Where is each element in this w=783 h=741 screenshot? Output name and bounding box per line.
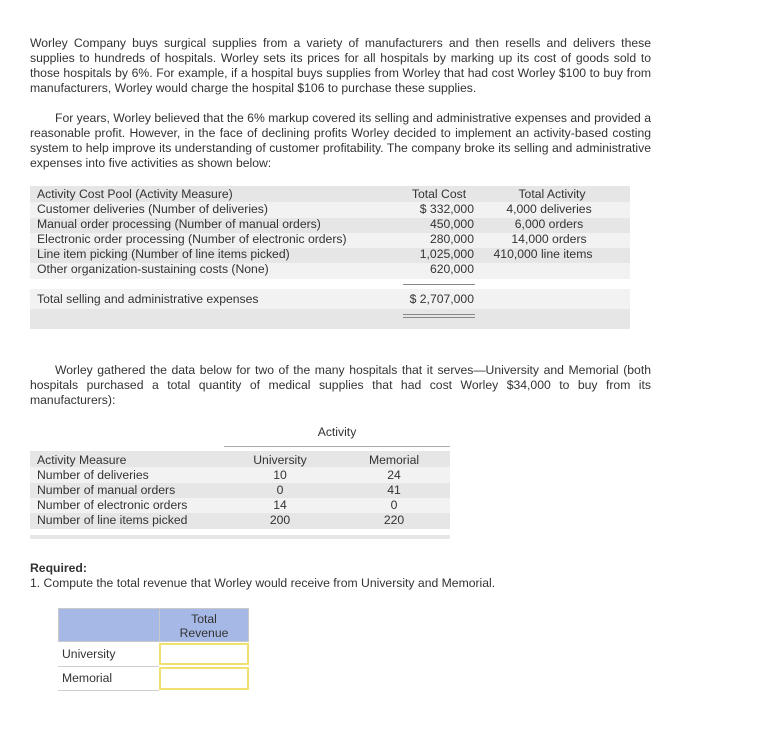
column-header-pool: Activity Cost Pool (Activity Measure) <box>37 187 233 201</box>
total-double-rule <box>403 314 475 315</box>
table-row-activity: 4,000 deliveries <box>506 202 592 216</box>
table-row-measure: Number of deliveries <box>37 468 149 482</box>
total-label: Total selling and administrative expenses <box>37 292 259 306</box>
column-header-total-activity: Total Activity <box>518 187 586 201</box>
answer-header-blank <box>58 608 160 642</box>
total-revenue-label: Total Revenue <box>179 612 229 640</box>
answer-row-label-memorial: Memorial <box>58 667 159 691</box>
table-row-university: 14 <box>273 498 287 512</box>
table-row-pool: Customer deliveries (Number of deliveries) <box>37 202 268 216</box>
group-header-rule <box>224 446 450 447</box>
column-header-memorial: Memorial <box>368 453 420 467</box>
table-row-measure: Number of line items picked <box>37 513 188 527</box>
column-header-university: University <box>253 453 307 467</box>
required-title: Required: <box>30 561 87 575</box>
group-header-activity: Activity <box>317 425 357 439</box>
table-row-pool: Manual order processing (Number of manual orders) <box>37 217 321 231</box>
table-band <box>30 279 630 289</box>
table-row-university: 10 <box>273 468 287 482</box>
table-bottom-bar <box>30 535 450 539</box>
column-header-measure: Activity Measure <box>37 453 127 467</box>
table-row-memorial: 0 <box>390 498 398 512</box>
table-row-memorial: 220 <box>383 513 405 527</box>
column-header-total-revenue <box>159 608 249 642</box>
table-row-measure: Number of electronic orders <box>37 498 188 512</box>
answer-row-label-university: University <box>58 643 159 667</box>
intro-paragraph-1: Worley Company buys surgical supplies from a variety of manufacturers and then resells and delivers these supplies to hundreds of hospitals. Worley sets its prices for all hospitals by marking up its cost of goods sold to those hospitals by 6%. For example, if a hospital buys supplies from Worley that had cost Worley $100 to buy from manufacturers, Worley would charge the hospital $106 to purchase these supplies. <box>30 36 651 95</box>
table-row-pool: Line item picking (Number of line items picked) <box>37 247 290 261</box>
table-row-cost: 450,000 <box>429 217 474 231</box>
total-double-rule <box>403 317 475 318</box>
table-row-activity: 14,000 orders <box>511 232 587 246</box>
table-row-measure: Number of manual orders <box>37 483 176 497</box>
table-row-activity: 6,000 orders <box>514 217 584 231</box>
total-cost-value: $ 2,707,000 <box>409 292 474 306</box>
table-row-pool: Electronic order processing (Number of electronic orders) <box>37 232 347 246</box>
column-header-total-cost: Total Cost <box>411 187 467 201</box>
subtotal-rule <box>403 284 475 285</box>
table-row-cost: 620,000 <box>429 262 474 276</box>
table-row-cost: 280,000 <box>429 232 474 246</box>
table-row-memorial: 41 <box>387 483 401 497</box>
hospital-data-paragraph: Worley gathered the data below for two of the many hospitals that it serves—University and Memorial (both hospitals purchased a total quantity of medical supplies that had cost Worley $34,000 to buy from its manufacturers): <box>30 363 651 407</box>
table-band <box>30 309 630 329</box>
table-row-cost: 1,025,000 <box>419 247 474 261</box>
university-revenue-input[interactable] <box>159 643 249 665</box>
table-row-university: 0 <box>276 483 284 497</box>
memorial-revenue-input[interactable] <box>159 667 249 690</box>
table-row-university: 200 <box>269 513 291 527</box>
table-row-pool: Other organization-sustaining costs (None) <box>37 262 269 276</box>
intro-paragraph-2: For years, Worley believed that the 6% markup covered its selling and administrative expenses and provided a reasonable profit. However, in the face of declining profits Worley decided to implement an activity-based costing system to help improve its understanding of customer profitability. The company broke its selling and administrative expenses into five activities as shown below: <box>30 111 651 170</box>
table-row-activity: 410,000 line items <box>493 247 593 261</box>
table-row-memorial: 24 <box>387 468 401 482</box>
required-question-1: 1. Compute the total revenue that Worley would receive from University and Memorial. <box>30 576 496 590</box>
table-row-cost: $ 332,000 <box>419 202 474 216</box>
